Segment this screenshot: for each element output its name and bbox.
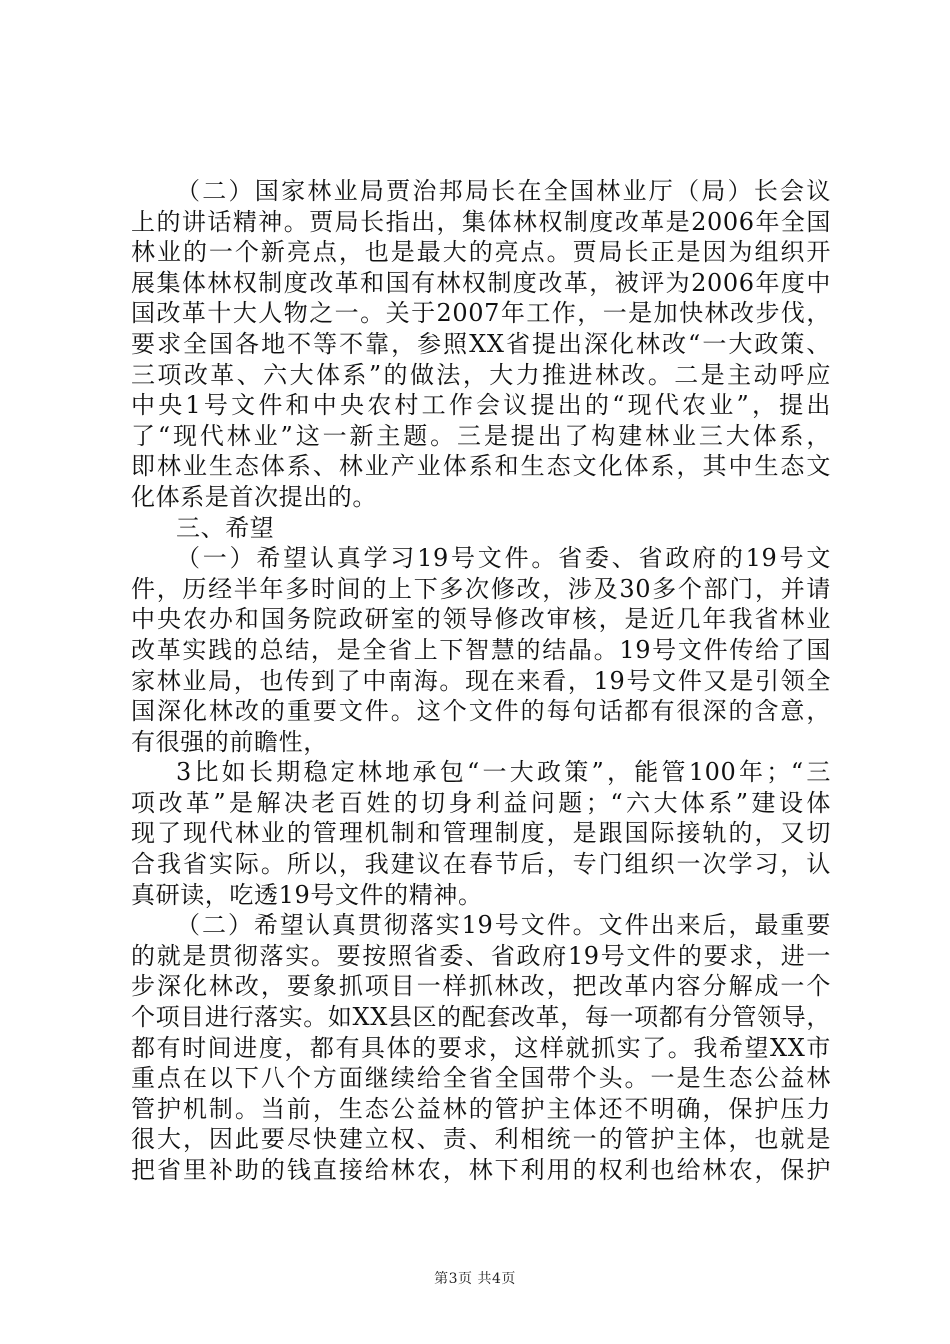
text-line: 中央农办和国务院政研室的领导修改审核，是近几年我省林业: [131, 605, 831, 634]
text-line: 家林业局，也传到了中南海。现在来看，19号文件又是引领全: [131, 666, 831, 695]
text-line: 的就是贯彻落实。要按照省委、省政府19号文件的要求，进一: [131, 941, 831, 970]
text-line: 件，历经半年多时间的上下多次修改，涉及30多个部门，并请: [131, 574, 831, 603]
page-footer: 第3页 共4页: [434, 1271, 516, 1287]
text-line: 个项目进行落实。如XX县区的配套改革，每一项都有分管领导，: [131, 1003, 831, 1032]
text-line: 重点在以下八个方面继续给全省全国带个头。一是生态公益林: [131, 1064, 831, 1093]
text-line: 3比如长期稳定林地承包“一大政策”，能管100年；“三: [176, 758, 831, 787]
text-line: 很大，因此要尽快建立权、责、利相统一的管护主体，也就是: [131, 1125, 831, 1154]
text-line: 即林业生态体系、林业产业体系和生态文化体系，其中生态文: [131, 452, 831, 481]
text-line: 了“现代林业”这一新主题。三是提出了构建林业三大体系，: [131, 421, 831, 450]
text-line: 三、希望: [176, 513, 275, 542]
text-line: （一）希望认真学习19号文件。省委、省政府的19号文: [176, 544, 831, 573]
text-line: 真研读，吃透19号文件的精神。: [131, 880, 483, 909]
text-line: 有很强的前瞻性，: [131, 727, 328, 756]
text-line: 都有时间进度，都有具体的要求，这样就抓实了。我希望XX市: [131, 1033, 831, 1062]
text-line: 把省里补助的钱直接给林农，林下利用的权利也给林农，保护: [131, 1156, 831, 1184]
text-line: 改革实践的总结，是全省上下智慧的结晶。19号文件传给了国: [131, 635, 831, 664]
document-body: [131, 176, 831, 1186]
text-line: 国深化林改的重要文件。这个文件的每句话都有很深的含意，: [131, 697, 831, 726]
text-line: 步深化林改，要象抓项目一样抓林改，把改革内容分解成一个: [131, 972, 831, 1001]
text-line: 三项改革、六大体系”的做法，大力推进林改。二是主动呼应: [131, 360, 831, 389]
text-line: 管护机制。当前，生态公益林的管护主体还不明确，保护压力: [131, 1094, 831, 1123]
text-line: （二）希望认真贯彻落实19号文件。文件出来后，最重要: [176, 911, 831, 940]
text-line: 林业的一个新亮点，也是最大的亮点。贾局长正是因为组织开: [131, 238, 831, 267]
text-line: （二）国家林业局贾治邦局长在全国林业厅（局）长会议: [176, 177, 831, 205]
text-line: 展集体林权制度改革和国有林权制度改革，被评为2006年度中: [131, 268, 831, 297]
text-line: 要求全国各地不等不靠，参照XX省提出深化林改“一大政策、: [131, 329, 831, 358]
text-line: 化体系是首次提出的。: [131, 482, 377, 511]
text-line: 中央1号文件和中央农村工作会议提出的“现代农业”，提出: [131, 391, 831, 420]
text-line: 国改革十大人物之一。关于2007年工作，一是加快林改步伐，: [131, 299, 831, 328]
text-line: 上的讲话精神。贾局长指出，集体林权制度改革是2006年全国: [131, 207, 831, 236]
text-line: 项改革”是解决老百姓的切身利益问题；“六大体系”建设体: [131, 788, 831, 817]
text-line: 合我省实际。所以，我建议在春节后，专门组织一次学习，认: [131, 850, 831, 879]
text-line: 现了现代林业的管理机制和管理制度，是跟国际接轨的，又切: [131, 819, 831, 848]
